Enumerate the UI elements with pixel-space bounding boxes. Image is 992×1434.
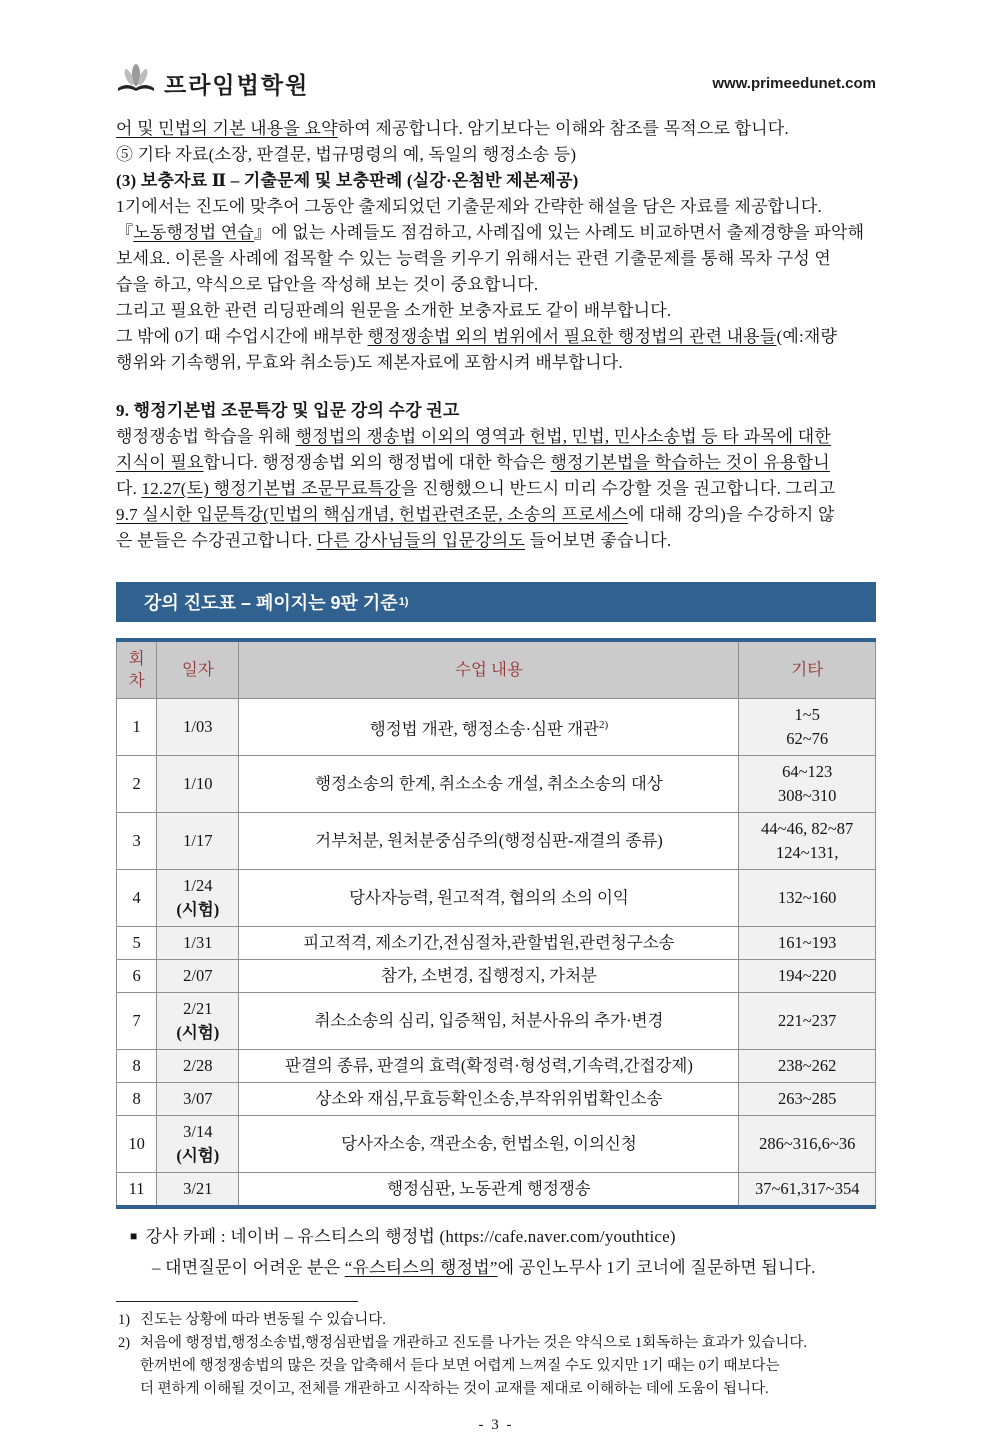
cell-etc <box>739 927 876 960</box>
cell-round <box>117 993 157 1050</box>
table-row <box>117 960 876 993</box>
cell-etc <box>739 993 876 1050</box>
page-header <box>116 60 876 106</box>
list-item-5: ⑤ 기타 자료(소장, 판결문, 법규명령의 예, 독일의 행정소송 등) <box>116 145 577 164</box>
paragraph-line <box>116 116 876 142</box>
footnote-separator <box>116 1301 358 1302</box>
table-title-bar <box>116 582 876 622</box>
footnote-2-cont: 더 편하게 이해될 것이고, 전체를 개관하고 시작하는 것이 교재를 제대로 이해하는 데에 도움이 됩니다. <box>140 1381 769 1397</box>
paragraph-line: 습을 하고, 약식으로 답안을 작성해 보는 것이 중요합니다. <box>116 275 539 294</box>
text-run: 합니다. 행정쟁송법 외의 행정법에 대한 학습은 <box>203 453 551 472</box>
cell-content <box>239 756 739 813</box>
round-number: 8 <box>132 1089 141 1108</box>
cell-etc <box>739 870 876 927</box>
footnote-2 <box>116 1332 876 1355</box>
table-row <box>117 1116 876 1173</box>
exam-flag: (시험) <box>176 900 220 919</box>
lesson-content: 판결의 종류, 판결의 효력(확정력·형성력,기속력,간접강제) <box>285 1056 693 1075</box>
cell-content <box>239 927 739 960</box>
page-range-1: 37~61,317~354 <box>754 1179 860 1198</box>
text-run-underlined: 9.7 실시한 입문특강(민법의 핵심개념, 헌법관련조문, 소송의 프로세스 <box>116 505 629 524</box>
text-run: 을 진행했으니 반드시 미리 수강할 것을 권고합니다. 그리고 <box>400 479 836 498</box>
paragraph-line <box>116 502 876 528</box>
cafe-question-line <box>116 1255 876 1281</box>
cell-content <box>239 1083 739 1116</box>
page-range-2: 308~310 <box>778 786 837 805</box>
table-title-footnote-ref: 1) <box>398 596 409 608</box>
cell-round <box>117 1050 157 1083</box>
logo <box>116 63 309 104</box>
cell-round <box>117 1083 157 1116</box>
paragraph-line <box>116 528 876 554</box>
footnote-marker: 1) <box>118 1312 131 1328</box>
round-number: 7 <box>132 1011 141 1030</box>
lesson-content: 취소소송의 심리, 입증책임, 처분사유의 추가·변경 <box>314 1011 664 1030</box>
lesson-content: 행정법 개관, 행정소송·심판 개관 <box>369 719 599 739</box>
page-range-2: 62~76 <box>786 729 829 748</box>
cell-date <box>157 699 239 756</box>
cell-round <box>117 960 157 993</box>
text-run-underlined: 지식이 필요 <box>116 453 204 472</box>
cell-etc <box>739 756 876 813</box>
page-number: - 3 - <box>478 1417 514 1433</box>
cell-etc <box>739 1116 876 1173</box>
website-url: www.primeedunet.com <box>712 74 876 92</box>
footnote-text: 진도는 상황에 따라 변동될 수 있습니다. <box>140 1312 386 1328</box>
cell-date <box>157 993 239 1050</box>
paragraph-line: 그리고 필요한 관련 리딩판례의 원문을 소개한 보충자료도 같이 배부합니다. <box>116 301 672 320</box>
logo-text: 프라임법학원 <box>164 71 310 98</box>
date-value: 2/28 <box>183 1056 213 1075</box>
cell-date <box>157 960 239 993</box>
text-run: 다. <box>116 479 142 498</box>
cell-round <box>117 870 157 927</box>
cell-date <box>157 813 239 870</box>
page-range-2: 124~131, <box>775 843 839 862</box>
paragraph-line <box>116 220 876 246</box>
text-run: 하여 제공합니다. 암기보다는 이해와 참조를 목적으로 합니다. <box>337 119 789 138</box>
paragraph-line <box>116 324 876 350</box>
page-range-1: 161~193 <box>778 933 837 952</box>
table-row <box>117 699 876 756</box>
intro-section <box>116 116 876 376</box>
exam-flag: (시험) <box>176 1023 220 1042</box>
lesson-content: 행정소송의 한계, 취소소송 개설, 취소소송의 대상 <box>315 774 663 793</box>
exam-flag: (시험) <box>176 1146 220 1165</box>
table-row <box>117 870 876 927</box>
square-bullet-icon: ■ <box>130 1229 138 1243</box>
round-number: 5 <box>132 933 141 952</box>
date-value: 2/07 <box>183 966 213 985</box>
date-value: 1/17 <box>183 831 213 850</box>
cell-etc <box>739 699 876 756</box>
date-value: 1/03 <box>183 717 213 736</box>
lesson-content: 참가, 소변경, 집행정지, 가처분 <box>380 966 597 985</box>
table-row <box>117 1083 876 1116</box>
cell-etc <box>739 960 876 993</box>
table-header-row <box>117 640 876 699</box>
text-run: 』에 없는 사례들도 점검하고, 사례집에 있는 사례도 비교하면서 출제경향을 파악해 <box>254 223 865 242</box>
lesson-content: 당사자능력, 원고적격, 협의의 소의 이익 <box>349 888 629 907</box>
footnote-text: 처음에 행정법,행정소송법,행정심판법을 개관하고 진도를 나가는 것은 약식으로 1회독하는 효과가 있습니다. <box>140 1335 808 1351</box>
cell-content <box>239 1116 739 1173</box>
cell-date <box>157 927 239 960</box>
date-value: 1/24 <box>183 876 213 895</box>
paragraph-line <box>116 424 876 450</box>
lesson-content: 당사자소송, 객관소송, 헌법소원, 이의신청 <box>341 1134 637 1153</box>
cell-content <box>239 813 739 870</box>
cell-etc <box>739 1050 876 1083</box>
cell-round <box>117 1116 157 1173</box>
table-row <box>117 1173 876 1208</box>
date-value: 1/10 <box>183 774 213 793</box>
round-number: 8 <box>132 1056 141 1075</box>
table-row <box>117 1050 876 1083</box>
cafe-info-line <box>116 1223 876 1250</box>
text-run-underlined: 다른 강사님들의 입문강의도 <box>316 531 526 550</box>
paragraph-line <box>116 450 876 476</box>
round-number: 10 <box>128 1134 145 1153</box>
page-range-1: 286~316,6~36 <box>759 1134 856 1153</box>
page-range-1: 1~5 <box>794 705 820 724</box>
subsection-heading: (3) 보충자료 Ⅱ – 기출문제 및 보충판례 (실강·온첨반 제본제공) <box>116 171 579 190</box>
text-run: 행정쟁송법 학습을 위해 <box>116 427 296 446</box>
cell-content <box>239 699 739 756</box>
page-range-1: 194~220 <box>778 966 837 985</box>
text-run-underlined: “유스티스의 행정법” <box>344 1258 498 1277</box>
cell-round <box>117 927 157 960</box>
round-number: 11 <box>128 1179 145 1198</box>
text-run: 『 <box>116 223 134 242</box>
logo-icon <box>116 63 156 104</box>
text-run-underlined: 행정법의 쟁송법 이외의 영역과 헌법, 민법, 민사소송법 등 타 과목에 대한 <box>295 427 832 446</box>
table-row <box>117 927 876 960</box>
section-9 <box>116 398 876 554</box>
text-run-underlined: 12.27(토) 행정기본법 조문무료특강 <box>141 479 401 498</box>
text-run: 은 분들은 수강권고합니다. <box>116 531 317 550</box>
page-range-1: 221~237 <box>778 1011 837 1030</box>
cell-round <box>117 813 157 870</box>
paragraph-line: 보세요. 이론을 사례에 접목할 수 있는 능력을 키우기 위해서는 관련 기출문제를 통해 목차 구성 연 <box>116 249 832 268</box>
cell-date <box>157 1050 239 1083</box>
footnote-marker: 2) <box>118 1335 131 1351</box>
text-run-underlined: 노동행정법 연습 <box>133 223 255 242</box>
column-header-date: 일자 <box>157 640 239 699</box>
text-run-underlined: 행정쟁송법 외의 범위에서 필요한 행정법의 관련 내용들 <box>367 327 777 346</box>
content-footnote-ref: 2) <box>598 718 609 731</box>
cell-etc <box>739 813 876 870</box>
lesson-content: 거부처분, 원처분중심주의(행정심판-재결의 종류) <box>315 831 663 850</box>
cell-round <box>117 699 157 756</box>
cell-date <box>157 1173 239 1208</box>
round-number: 3 <box>132 831 141 850</box>
paragraph-line <box>116 476 876 502</box>
footnote-2-cont: 한꺼번에 행정쟁송법의 많은 것을 압축해서 듣다 보면 어렵게 느껴질 수도 있지만 1기 때는 0기 때보다는 <box>140 1358 780 1374</box>
date-value: 3/07 <box>183 1089 213 1108</box>
column-header-content: 수업 내용 <box>239 640 739 699</box>
date-value: 3/14 <box>183 1122 213 1141</box>
column-header-round: 회차 <box>117 640 157 699</box>
page-range-1: 44~46, 82~87 <box>761 819 854 838</box>
text-run: 에 공인노무사 1기 코너에 질문하면 됩니다. <box>497 1258 816 1277</box>
cell-content <box>239 1173 739 1208</box>
lesson-content: 상소와 재심,무효등확인소송,부작위위법확인소송 <box>315 1089 663 1108</box>
date-value: 2/21 <box>183 999 213 1018</box>
cell-content <box>239 960 739 993</box>
footnotes <box>116 1309 876 1401</box>
date-value: 3/21 <box>183 1179 213 1198</box>
round-number: 1 <box>132 717 141 736</box>
date-value: 1/31 <box>183 933 213 952</box>
paragraph-line: 1기에서는 진도에 맞추어 그동안 출제되었던 기출문제와 간략한 해설을 담은 자료를 제공합니다. <box>116 197 822 216</box>
schedule-table <box>116 638 876 1209</box>
round-number: 6 <box>132 966 141 985</box>
text-run: (예:재량 <box>776 327 838 346</box>
table-row <box>117 993 876 1050</box>
lesson-content: 피고적격, 제소기간,전심절차,관할법원,관련청구소송 <box>303 933 675 952</box>
cell-content <box>239 993 739 1050</box>
lesson-content: 행정심판, 노동관계 행정쟁송 <box>387 1179 591 1198</box>
cell-etc <box>739 1173 876 1208</box>
text-run: 강사 카페 : 네이버 – 유스티스의 행정법 (https://cafe.naver.com/youthtice) <box>145 1227 676 1246</box>
page-range-1: 64~123 <box>782 762 833 781</box>
round-number: 4 <box>132 888 141 907</box>
page-range-1: 263~285 <box>778 1089 837 1108</box>
page-range-1: 132~160 <box>778 888 837 907</box>
cell-date <box>157 756 239 813</box>
table-row <box>117 756 876 813</box>
table-title: 강의 진도표 – 페이지는 9판 기준 <box>144 593 398 613</box>
paragraph-line: 행위와 기속행위, 무효와 취소등)도 제본자료에 포함시켜 배부합니다. <box>116 353 623 372</box>
text-run-underlined: 행정기본법을 학습하는 것이 유용합니 <box>550 453 830 472</box>
table-row <box>117 813 876 870</box>
cell-content <box>239 1050 739 1083</box>
cell-round <box>117 1173 157 1208</box>
text-run: – 대면질문이 어려운 분은 <box>152 1258 345 1277</box>
cell-round <box>117 756 157 813</box>
cell-etc <box>739 1083 876 1116</box>
column-header-etc: 기타 <box>739 640 876 699</box>
section-heading: 9. 행정기본법 조문특강 및 입문 강의 수강 권고 <box>116 401 460 420</box>
text-run: 에 대해 강의)을 수강하지 않 <box>628 505 835 524</box>
cell-date <box>157 1083 239 1116</box>
page-range-1: 238~262 <box>778 1056 837 1075</box>
cell-date <box>157 870 239 927</box>
cell-date <box>157 1116 239 1173</box>
text-run: 들어보면 좋습니다. <box>525 531 672 550</box>
text-run: 그 밖에 0기 때 수업시간에 배부한 <box>116 327 368 346</box>
footnote-1 <box>116 1309 876 1332</box>
cell-content <box>239 870 739 927</box>
text-run-underlined: 어 및 민법의 기본 내용을 요약 <box>116 119 338 138</box>
round-number: 2 <box>132 774 141 793</box>
